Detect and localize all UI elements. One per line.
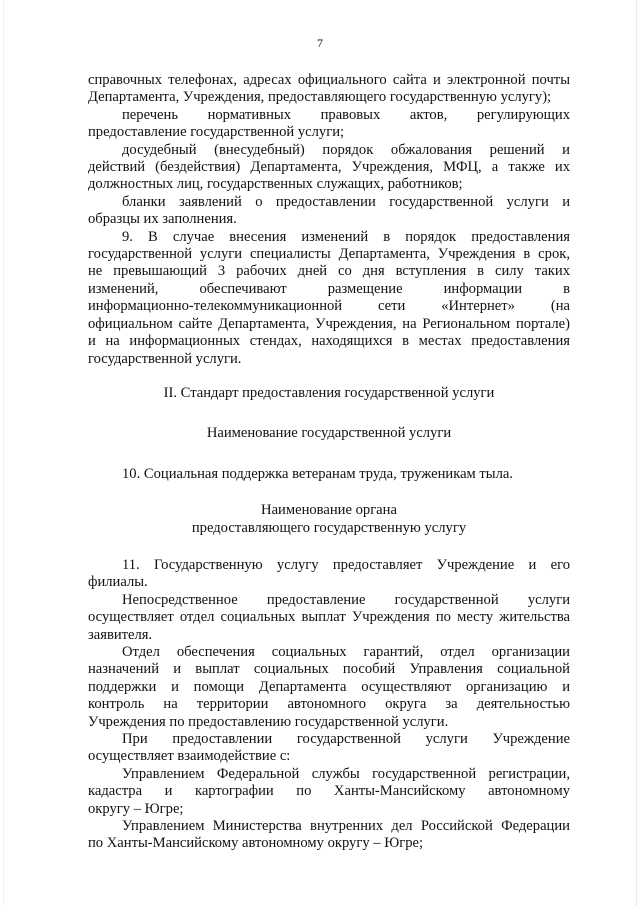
paragraph-line: осуществляет взаимодействие с: — [88, 748, 291, 765]
paragraph-line: поддержки и помощи Департамента осуществляют организацию и — [88, 678, 570, 695]
paragraph-line: справочных телефонах, адресах официального сайта и электронной почты — [88, 72, 570, 88]
paragraph-line: изменений, обеспечивают размещение информации в — [88, 280, 570, 297]
paragraph-line: бланки заявлений о предоставлении государственной услуги и — [122, 193, 570, 210]
paragraph-line: перечень нормативных правовых актов, регулирующих — [122, 106, 570, 123]
paragraph-line: образцы их заполнения. — [88, 211, 237, 228]
scan-edge-right — [635, 0, 637, 905]
paragraph-line: Управлением Министерства внутренних дел Российской Федерации — [122, 818, 570, 835]
paragraph-line: Непосредственное предоставление государственной услуги — [122, 591, 570, 608]
subheading-organ: Наименование органа — [261, 502, 397, 519]
paragraph-line: кадастра и картографии по Ханты-Мансийскому автономному — [88, 783, 570, 800]
paragraph-line: должностных лиц, государственных служащих, работников; — [88, 176, 463, 193]
paragraph-line: информационно-телекоммуникационной сети «Интернет» (на — [88, 298, 570, 315]
paragraph-line: заявителя. — [88, 626, 153, 643]
paragraph-line: контроль на территории автономного округа за деятельностью — [88, 696, 570, 713]
paragraph-line: по Ханты-Мансийскому автономному округу – Югре; — [88, 835, 424, 852]
paragraph-line: и на информационных стендах, находящихся в местах предоставления — [88, 333, 570, 350]
scan-edge-left — [3, 0, 5, 905]
paragraph-line: Департамента, Учреждения, предоставляющего государственную услугу); — [88, 89, 552, 106]
paragraph-line: не превышающий 3 рабочих дней со дня вступления в силу таких — [88, 263, 570, 280]
paragraph-line: 9. В случае внесения изменений в порядок предоставления — [122, 228, 570, 245]
subheading-service-name: Наименование государственной услуги — [206, 425, 452, 442]
paragraph-line: Отдел обеспечения социальных гарантий, отдел организации — [122, 643, 570, 660]
paragraph-line: предоставление государственной услуги; — [88, 124, 345, 141]
paragraph-line: округу – Югре; — [88, 800, 184, 817]
paragraph-line: досудебный (внесудебный) порядок обжалования решений и — [122, 141, 570, 158]
document-body — [88, 72, 570, 853]
paragraph-line: Учреждения по предоставлению государственной услуги. — [88, 713, 449, 730]
section-heading: II. Стандарт предоставления государственной услуги — [163, 384, 495, 401]
paragraph-line: 10. Социальная поддержка ветеранам труда, труженикам тыла. — [122, 465, 514, 482]
paragraph-line: назначений и выплат социальных пособий Управления социальной — [88, 661, 570, 678]
subheading-organ: предоставляющего государственную услугу — [191, 519, 467, 536]
paragraph-line: 11. Государственную услугу предоставляет Учреждение и его — [122, 556, 570, 573]
paragraph-line: При предоставлении государственной услуги Учреждение — [122, 731, 570, 747]
paragraph-line: государственной услуги. — [88, 350, 242, 367]
paragraph-line: филиалы. — [88, 574, 148, 591]
paragraph-line: осуществляет отдел социальных выплат Учреждения по месту жительства — [88, 609, 570, 626]
paragraph-line: государственной услуги специалисты Департамента, Учреждения в срок, — [88, 246, 570, 263]
paragraph-line: официальном сайте Департамента, Учреждения, на Региональном портале) — [88, 315, 570, 332]
paragraph-line: Управлением Федеральной службы государственной регистрации, — [122, 765, 570, 782]
page-number: 7 — [317, 36, 323, 50]
paragraph-line: действий (бездействия) Департамента, Учреждения, МФЦ, а также их — [88, 159, 570, 176]
